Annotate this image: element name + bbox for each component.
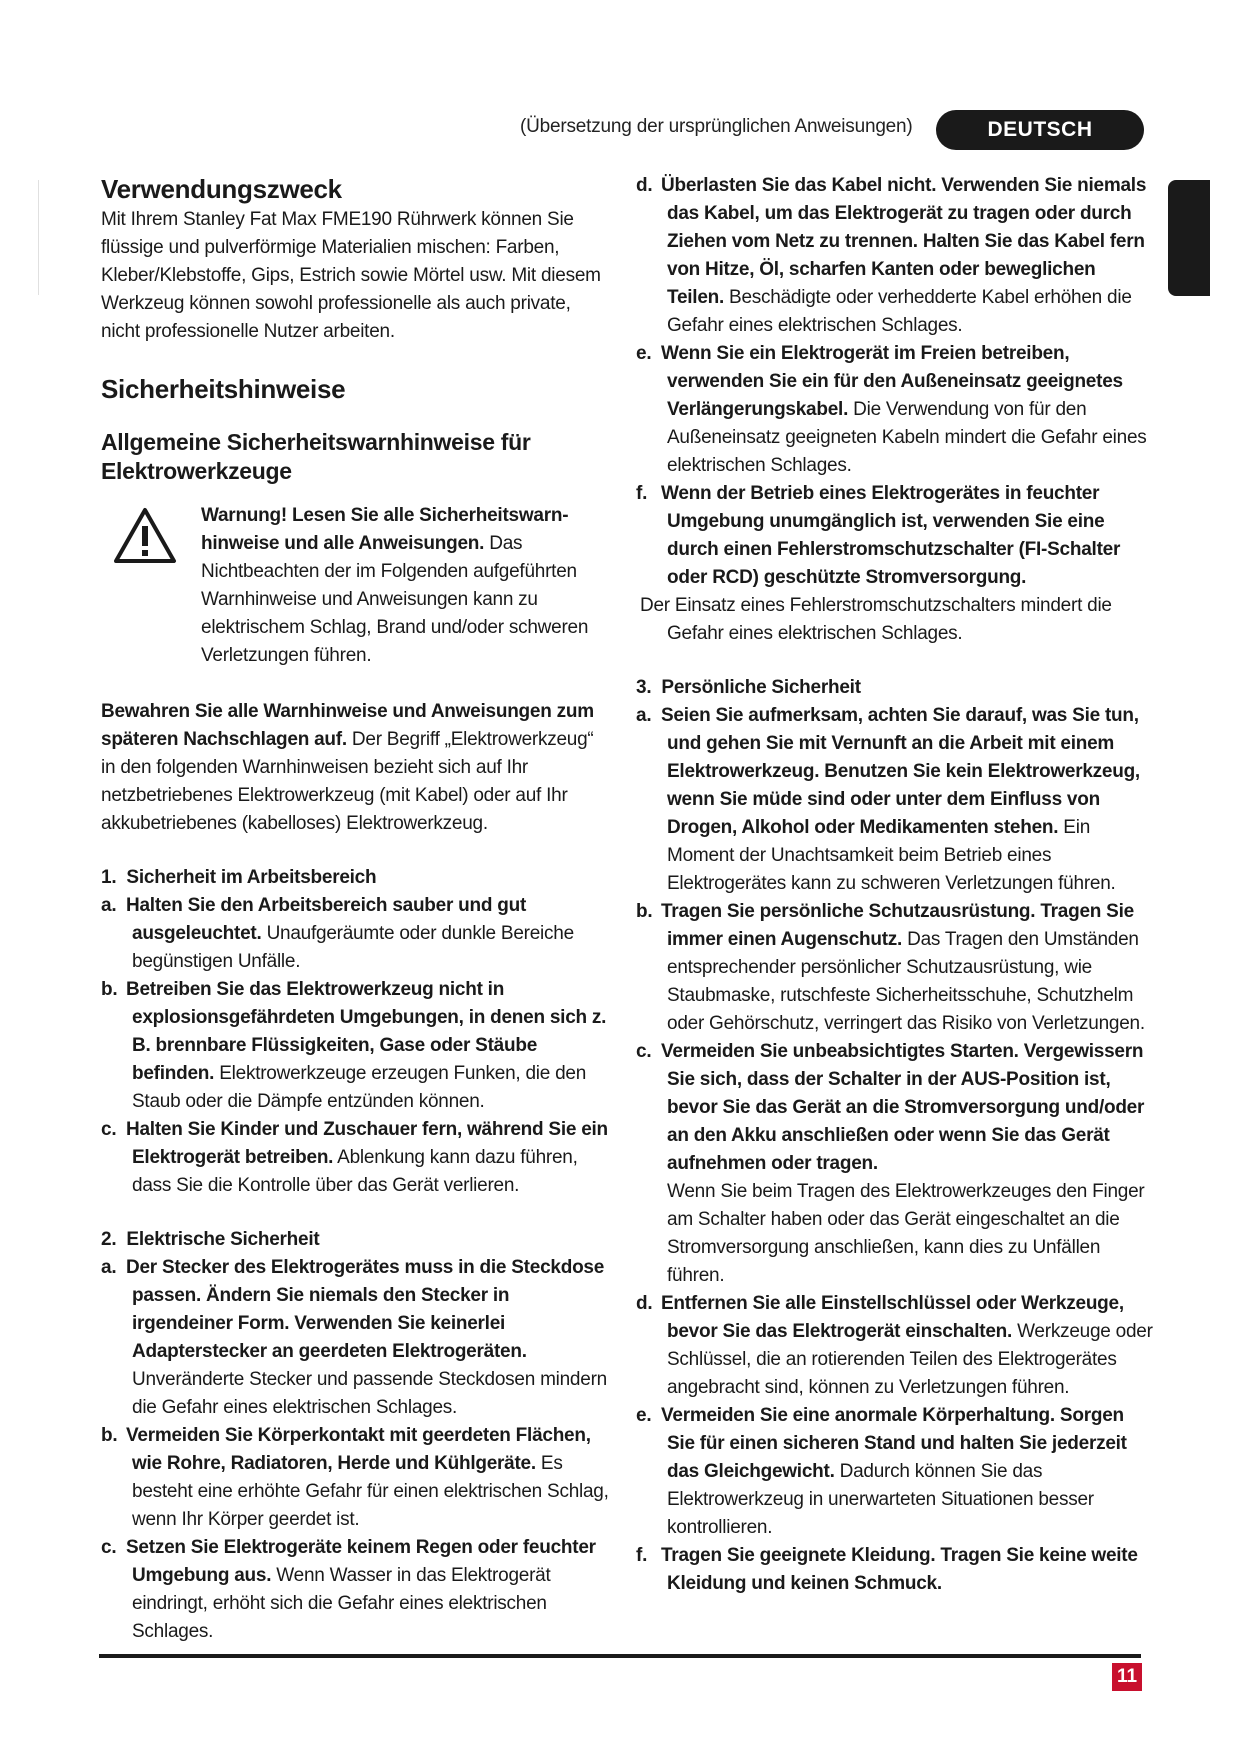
item-bold: Wenn der Betrieb eines Elektrogerätes in feuchter Umgebung unumgänglich ist, verwenden Sie eine durch einen Fehlerstromschutzschalter (FI-Schalter oder RCD) geschützte Stromversorgung.: [661, 483, 1121, 588]
page-number: 11: [1112, 1663, 1142, 1691]
item-text: Beschädigte oder verhedderte Kabel erhöhen die Gefahr eines elektrischen Schlages.: [667, 287, 1132, 336]
item-1c: [101, 1116, 611, 1200]
keep-body: Der Begriff „Elektrowerkzeug“ in den folgenden Warnhinweisen bezieht sich auf Ihr netzbetriebenes Elektrowerkzeug (mit Kabel) oder auf Ihr akkubetriebenes (kabelloses) Elektrowerkzeug.: [101, 729, 594, 834]
section-1-number: 1.: [101, 867, 117, 888]
item-label: b.: [101, 1425, 118, 1446]
item-text: Es besteht eine erhöhte Gefahr für einen elektrischen Schlag, wenn Ihr Körper geerdet ist.: [132, 1453, 609, 1530]
footer-rule: [99, 1654, 1141, 1658]
item-label: b.: [636, 901, 653, 922]
item-bold: Halten Sie Kinder und Zuschauer fern, während Sie ein Elektrogerät betreiben.: [126, 1119, 608, 1168]
item-label: d.: [636, 1293, 653, 1314]
item-text: Die Verwendung von für den Außeneinsatz geeigneten Kabeln mindert die Gefahr eines elektrischen Schlages.: [667, 399, 1147, 476]
heading-safety: Sicherheitshinweise: [101, 374, 346, 404]
item-bold: Überlasten Sie das Kabel nicht. Verwenden Sie niemals das Kabel, um das Elektrogerät zu tragen oder durch Ziehen vom Netz zu trennen. Halten Sie das Kabel fern von Hitze, Öl, scharfen Kanten oder beweglichen Teilen.: [661, 175, 1147, 308]
language-badge: DEUTSCH: [936, 110, 1144, 150]
item-label: c.: [101, 1537, 117, 1558]
section-3-heading: [636, 674, 1156, 702]
section-1-title: Sicherheit im Arbeitsbereich: [126, 867, 377, 888]
item-text: Unveränderte Stecker und passende Steckdosen mindern die Gefahr eines elektrischen Schlages.: [132, 1369, 607, 1418]
keep-instructions: [101, 698, 611, 838]
item-1b: [101, 976, 611, 1116]
item-bold: Vermeiden Sie eine anormale Körperhaltung. Sorgen Sie für einen sicheren Stand und halten Sie jederzeit das Gleichgewicht.: [661, 1405, 1127, 1482]
item-label: e.: [636, 1405, 652, 1426]
warning-body: Das Nichtbeachten der im Folgenden aufgeführten Warnhinweise und Anweisungen kann zu elektrischem Schlag, Brand und/oder schweren Verletzungen führen.: [201, 533, 589, 666]
heading-general-warnings: Allgemeine Sicherheitswarnhinweise für Elektrowerkzeuge: [101, 429, 531, 484]
item-3c: [636, 1038, 1156, 1290]
item-3b: [636, 898, 1156, 1038]
item-label: e.: [636, 343, 652, 364]
section-1-heading: [101, 864, 611, 892]
item-label: a.: [101, 895, 117, 916]
item-label: b.: [101, 979, 118, 1000]
translation-note: (Übersetzung der ursprünglichen Anweisungen): [520, 116, 913, 137]
section-3-number: 3.: [636, 677, 652, 698]
warning-triangle-icon: [113, 506, 177, 564]
warning-text: [201, 502, 611, 670]
item-bold: Der Stecker des Elektrogerätes muss in die Steckdose passen. Ändern Sie niemals den Stecker in irgendeiner Form. Verwenden Sie keinerlei Adapterstecker an geerdeten Elektrogeräten.: [126, 1257, 605, 1362]
item-bold: Seien Sie aufmerksam, achten Sie darauf, was Sie tun, und gehen Sie mit Vernunft an die Arbeit mit einem Elektrowerkzeug. Benutzen Sie kein Elektrowerkzeug, wenn Sie müde sind oder unter dem Einfluss von Drogen, Alkohol oder Medikamenten stehen.: [661, 705, 1140, 838]
section-tab-marker: [1168, 180, 1210, 296]
item-2c: [101, 1534, 611, 1646]
item-label: c.: [101, 1119, 117, 1140]
item-text: Das Tragen den Umständen entsprechender persönlicher Schutzausrüstung, wie Staubmaske, rutschfeste Sicherheitsschuhe, Schutzhelm oder Gehörschutz, verringert das Risiko von Verletzungen.: [667, 929, 1145, 1034]
warning-block: [101, 502, 611, 670]
heading-intended-use: Verwendungszweck: [101, 174, 342, 204]
item-bold: Wenn Sie ein Elektrogerät im Freien betreiben, verwenden Sie ein für den Außeneinsatz geeignetes Verlängerungskabel.: [661, 343, 1123, 420]
item-2e: [636, 340, 1156, 480]
item-3a: [636, 702, 1156, 898]
item-label: f.: [636, 483, 648, 504]
item-bold: Entfernen Sie alle Einstellschlüssel oder Werkzeuge, bevor Sie das Elektrogerät einschalten.: [661, 1293, 1124, 1342]
warning-bold: Warnung! Lesen Sie alle Sicherheitswarn-hinweise und alle Anweisungen.: [201, 505, 569, 554]
item-label: f.: [636, 1545, 648, 1566]
section-2-heading: [101, 1226, 611, 1254]
item-text: Wenn Wasser in das Elektrogerät eindringt, erhöht sich die Gefahr eines elektrischen Schlages.: [132, 1565, 551, 1642]
item-2f: [636, 480, 1156, 592]
item-bold: Tragen Sie persönliche Schutzausrüstung. Tragen Sie immer einen Augenschutz.: [661, 901, 1134, 950]
item-text: Elektrowerkzeuge erzeugen Funken, die den Staub oder die Dämpfe entzünden können.: [132, 1063, 587, 1112]
item-3f: [636, 1542, 1156, 1598]
margin-rule: [38, 180, 39, 295]
item-3e: [636, 1402, 1156, 1542]
item-text: Wenn Sie beim Tragen des Elektrowerkzeuges den Finger am Schalter haben oder das Gerät eingeschaltet an die Stromversorgung anschließen, kann dies zu Unfällen führen.: [667, 1181, 1145, 1286]
intended-use-text: Mit Ihrem Stanley Fat Max FME190 Rührwerk können Sie flüssige und pulverförmige Materialien mischen: Farben, Kleber/Klebstoffe, Gips, Estrich sowie Mörtel usw. Mit diesem Werkzeug können sowohl professionelle als auch private, nicht professionelle Nutzer arbeiten.: [101, 209, 601, 342]
item-3d: [636, 1290, 1156, 1402]
keep-bold: Bewahren Sie alle Warnhinweise und Anweisungen zum späteren Nachschlagen auf.: [101, 701, 594, 750]
section-2-number: 2.: [101, 1229, 117, 1250]
item-2d: [636, 172, 1156, 340]
item-text: Ein Moment der Unachtsamkeit beim Betrieb eines Elektrogerätes kann zu schweren Verletzungen führen.: [667, 817, 1116, 894]
item-2a: [101, 1254, 611, 1422]
item-2b: [101, 1422, 611, 1534]
item-bold: Betreiben Sie das Elektrowerkzeug nicht in explosionsgefährdeten Umgebungen, in denen sich z. B. brennbare Flüssigkeiten, Gase oder Stäube befinden.: [126, 979, 607, 1084]
item-bold: Halten Sie den Arbeitsbereich sauber und gut ausgeleuchtet.: [126, 895, 527, 944]
item-text: Werkzeuge oder Schlüssel, die an rotierenden Teilen des Elektrogerätes angebracht sind, können zu Verletzungen führen.: [667, 1321, 1153, 1398]
item-text: Dadurch können Sie das Elektrowerkzeug in unerwarteten Situationen besser kontrollieren.: [667, 1461, 1094, 1538]
item-label: a.: [636, 705, 652, 726]
item-bold: Tragen Sie geeignete Kleidung. Tragen Sie keine weite Kleidung und keinen Schmuck.: [661, 1545, 1138, 1594]
item-bold: Setzen Sie Elektrogeräte keinem Regen oder feuchter Umgebung aus.: [126, 1537, 596, 1586]
item-1a: [101, 892, 611, 976]
item-label: d.: [636, 175, 653, 196]
section-2-title: Elektrische Sicherheit: [126, 1229, 320, 1250]
item-label: a.: [101, 1257, 117, 1278]
item-2f-text: Der Einsatz eines Fehlerstromschutzschalters mindert die Gefahr eines elektrischen Schlages.: [640, 595, 1112, 644]
right-column: [636, 172, 1156, 1598]
item-text: Unaufgeräumte oder dunkle Bereiche begünstigen Unfälle.: [132, 923, 574, 972]
item-bold: Vermeiden Sie Körperkontakt mit geerdeten Flächen, wie Rohre, Radiatoren, Herde und Kühlgeräte.: [126, 1425, 591, 1474]
item-text: Ablenkung kann dazu führen, dass Sie die Kontrolle über das Gerät verlieren.: [132, 1147, 578, 1196]
left-column: [101, 172, 611, 1646]
item-label: c.: [636, 1041, 652, 1062]
item-bold: Vermeiden Sie unbeabsichtigtes Starten. Vergewissern Sie sich, dass der Schalter in der AUS-Position ist, bevor Sie das Gerät an die Stromversorgung und/oder an den Akku anschließen oder wenn Sie das Gerät aufnehmen oder tragen.: [661, 1041, 1145, 1174]
section-3-title: Persönliche Sicherheit: [661, 677, 861, 698]
